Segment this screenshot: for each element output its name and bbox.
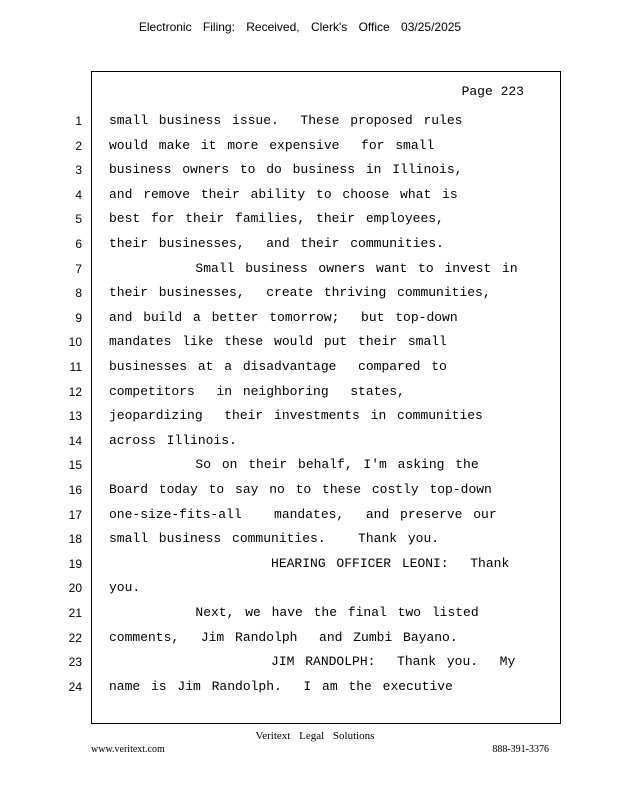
line-text: HEARING OFFICER LEONI: Thank (109, 555, 510, 571)
line-number: 19 (68, 556, 82, 571)
line-text: competitors in neighboring states, (109, 383, 405, 399)
line-number: 24 (68, 679, 82, 694)
line-text: would make it more expensive for small (109, 137, 435, 153)
line-text: and build a better tomorrow; but top-down (109, 309, 458, 325)
transcript-line (0, 551, 618, 575)
line-number: 22 (68, 630, 82, 645)
line-text: Board today to say no to these costly top-down (109, 482, 492, 497)
transcript-line (0, 256, 618, 280)
line-number: 5 (75, 212, 82, 227)
line-text: JIM RANDOLPH: Thank you. My (109, 654, 516, 670)
transcript-line (0, 502, 618, 526)
line-number: 11 (69, 360, 82, 374)
line-text: across Illinois. (109, 432, 237, 448)
line-number: 1 (75, 114, 82, 128)
line-text: Next, we have the final two listed (109, 605, 479, 620)
line-text: mandates like these would put their small (109, 334, 447, 350)
transcript-line (0, 379, 618, 403)
transcript-line (0, 477, 618, 501)
transcript-line (0, 354, 618, 378)
line-text: business owners to do business in Illinois, (109, 162, 463, 178)
line-text: small business issue. These proposed rules (109, 113, 463, 128)
line-number: 23 (68, 655, 82, 670)
line-text: and remove their ability to choose what is (109, 186, 458, 202)
transcript-line (0, 182, 618, 206)
line-number: 3 (75, 163, 82, 178)
transcript-line (0, 452, 618, 476)
transcript-line (0, 157, 618, 181)
transcript-line (0, 206, 618, 230)
transcript-line (0, 403, 618, 427)
line-number: 14 (68, 433, 82, 448)
filing-header: Electronic Filing: Received, Clerk's Office 03/25/2025 (138, 20, 462, 34)
transcript-line (0, 108, 618, 132)
line-number: 17 (68, 507, 82, 522)
line-text: one-size-fits-all mandates, and preserve our (109, 506, 497, 522)
transcript-line (0, 329, 618, 353)
line-number: 9 (75, 310, 82, 325)
line-number: 7 (75, 261, 82, 276)
line-number: 12 (68, 384, 82, 399)
transcript-line (0, 305, 618, 329)
line-number: 15 (68, 458, 82, 473)
line-number: 6 (75, 237, 82, 251)
line-text: you. (109, 580, 141, 596)
transcript-line (0, 526, 618, 550)
transcript-line (0, 625, 618, 649)
line-number: 21 (68, 606, 82, 620)
transcript-line (0, 428, 618, 452)
transcript-line (0, 133, 618, 157)
transcript-line (0, 600, 618, 624)
line-text: name is Jim Randolph. I am the executive (109, 678, 453, 694)
line-text: Small business owners want to invest in (109, 260, 518, 276)
line-text: their businesses, create thriving communities, (109, 285, 491, 301)
line-text: comments, Jim Randolph and Zumbi Bayano. (109, 629, 458, 645)
line-number: 2 (75, 138, 82, 153)
line-text: So on their behalf, I'm asking the (109, 457, 479, 473)
transcript-line (0, 649, 618, 673)
footer-company: Veritext Legal Solutions (255, 730, 375, 742)
transcript-line (0, 280, 618, 304)
transcript-line (0, 674, 618, 698)
line-text: jeopardizing their investments in communities (109, 408, 483, 424)
line-text: best for their families, their employees, (109, 211, 444, 227)
footer-website: www.veritext.com (91, 744, 165, 755)
line-text: businesses at a disadvantage compared to (109, 359, 447, 374)
line-number: 4 (75, 187, 82, 202)
line-number: 16 (68, 483, 82, 497)
line-number: 13 (68, 409, 82, 424)
line-text: their businesses, and their communities. (109, 236, 444, 251)
footer-phone: 888-391-3376 (492, 744, 549, 755)
line-number: 18 (68, 532, 82, 547)
transcript-line (0, 231, 618, 255)
line-number: 10 (68, 335, 82, 350)
line-number: 20 (68, 581, 82, 596)
line-text: small business communities. Thank you. (109, 531, 440, 547)
transcript-line (0, 575, 618, 599)
page-number: Page 223 (461, 84, 524, 99)
line-number: 8 (75, 286, 82, 301)
